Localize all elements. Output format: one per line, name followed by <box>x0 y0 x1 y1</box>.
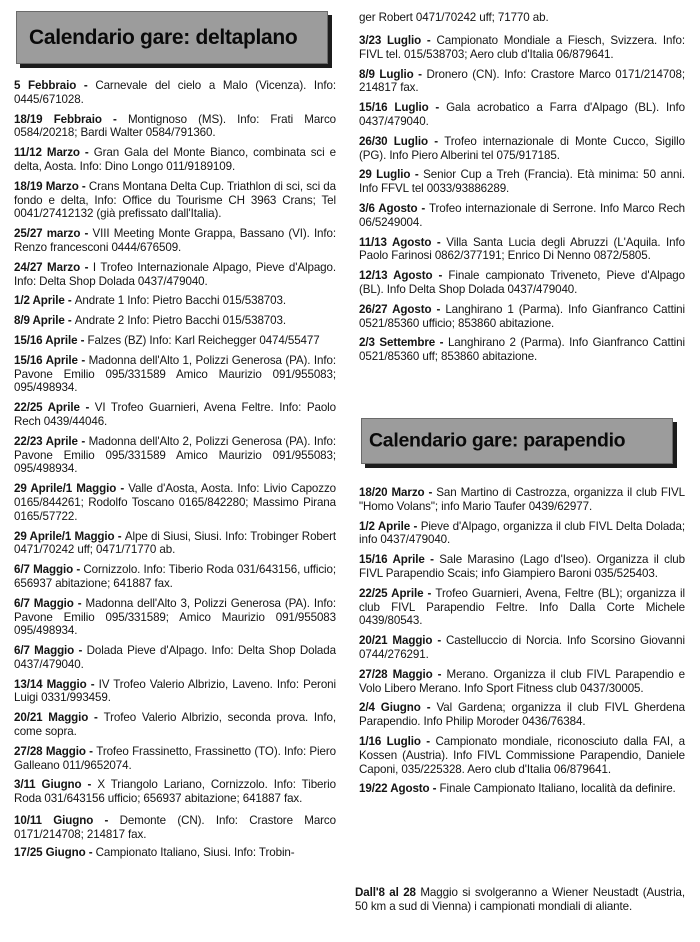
calendar-entry <box>14 745 336 773</box>
entry-text: Dronero (CN). Info: Crastore Marco 0171/214708; 214817 fax. <box>359 67 685 95</box>
entry-text: Sale Marasino (Lago d'Iseo). Organizza il club FIVL Parapendio Scais; info Giampiero Baroni 035/525403. <box>359 553 685 580</box>
calendar-entry <box>14 227 336 255</box>
entry-dash: - <box>420 734 436 748</box>
deltaplano-title: Calendario gare: deltaplano <box>29 25 298 49</box>
entry-date: 8/9 Aprile <box>14 314 65 328</box>
entry-text: Trofeo Guarnieri, Avena, Feltre (BL); organizza il club FIVL Parapendio Feltre. Info Dalla Corte Michele 0439/80543. <box>359 586 685 628</box>
calendar-entry <box>14 563 336 591</box>
entry-text: Trofeo Frassinetto, Frassinetto (TO). Info: Piero Galleano 011/9652074. <box>14 744 336 772</box>
entry-text: Andrate 1 Info: Pietro Bacchi 015/538703. <box>74 294 286 308</box>
entry-text: Finale campionato Triveneto, Pieve d'Alpago (BL). Info Delta Shop Dolada 0437/479040. <box>359 269 685 296</box>
calendar-entry <box>359 336 685 364</box>
calendar-entry <box>359 668 685 696</box>
entry-text: VIII Meeting Monte Grappa, Bassano (VI). Info: Renzo francesconi 0444/676509. <box>14 227 337 254</box>
entry-text: X Triangolo Lariano, Cornizzolo. Info: Tiberio Roda 031/643156 ufficio; 656937 abitazione; 641887 fax. <box>14 778 336 806</box>
entry-text: Langhirano 1 (Parma). Info Gianfranco Cattini 0521/85360 ufficio; 853860 abitazione. <box>359 302 685 330</box>
entry-dash: - <box>93 814 120 828</box>
calendar-entry <box>14 314 336 328</box>
entry-text: Carnevale del cielo a Malo (Vicenza). Info: 0445/671028. <box>14 79 336 106</box>
entry-dash: - <box>77 333 88 347</box>
entry-text: Finale Campionato Italiano, località da definire. <box>439 782 676 796</box>
calendar-entry <box>359 236 685 264</box>
entry-text: Montignoso (MS). Info: Frati Marco 0584/20218; Bardi Walter 0584/791360. <box>14 112 336 140</box>
parapendio-list <box>359 486 685 802</box>
entry-text: Madonna dell'Alto 1, Polizzi Generosa (PA). Info: Pavone Emilio 095/331589 Amico Maurizio 091/955083; 095/498934. <box>14 353 336 395</box>
entry-date: 1/2 Aprile <box>14 294 65 308</box>
entry-text: Castelluccio di Norcia. Info Scorsino Giovanni 0744/276291. <box>359 634 685 661</box>
entry-dash: - <box>420 701 437 715</box>
entry-date: 22/25 Aprile <box>359 586 424 600</box>
entry-date: 6/7 Maggio <box>14 644 75 658</box>
calendar-entry <box>14 597 336 638</box>
entry-dash: - <box>64 294 75 308</box>
entry-dash: - <box>79 146 94 160</box>
calendar-entry <box>14 79 336 107</box>
entry-date: 27/28 Maggio <box>359 667 433 681</box>
entry-date: 10/11 Giugno <box>14 814 94 828</box>
left-column <box>14 0 336 942</box>
entry-dash: - <box>85 845 96 859</box>
calendar-entry <box>14 334 336 348</box>
calendar-entry <box>14 778 336 806</box>
entry-text: San Martino di Castrozza, organizza il club FIVL "Homo Volans"; info Mario Taufer 0439/62977. <box>359 486 685 513</box>
calendar-entry <box>14 814 336 842</box>
entry-date: 18/19 Marzo <box>14 179 79 193</box>
entry-date: 2/4 Giugno <box>359 701 421 715</box>
entry-dash: - <box>432 634 447 648</box>
entry-date: 29 Aprile/1 Maggio <box>14 482 117 496</box>
entry-text: IV Trofeo Valerio Albrizio, Laveno. Info: Peroni Luigi 0331/993459. <box>14 677 336 705</box>
calendar-entry <box>359 735 685 776</box>
entry-date: 12/13 Agosto <box>359 269 433 283</box>
calendar-entry <box>359 520 685 548</box>
entry-date: 27/28 Maggio <box>14 744 86 758</box>
entry-text: Langhirano 2 (Parma). Info Gianfranco Cattini 0521/85360 uff; 853860 abitazione. <box>359 336 685 364</box>
entry-date: 15/16 Luglio <box>359 101 429 115</box>
entry-date: 3/11 Giugno <box>14 778 82 792</box>
entry-text: Madonna dell'Alto 3, Polizzi Generosa (PA). Info: Pavone Emilio 095/331589; Amico Maurizio 091/955083 095/498934. <box>14 596 336 638</box>
entry-date: 1/2 Aprile <box>359 519 411 533</box>
entry-text: Trofeo internazionale di Serrone. Info Marco Rech 06/5249004. <box>359 201 685 229</box>
calendar-entry <box>14 644 336 672</box>
entry-dash: - <box>410 519 421 533</box>
entry-date: 15/16 Aprile <box>14 333 78 347</box>
entry-dash: - <box>77 434 89 448</box>
deltaplano-list-right <box>359 34 685 370</box>
calendar-entry <box>359 701 685 729</box>
entry-date: 3/6 Agosto <box>359 201 418 215</box>
entry-dash: - <box>424 486 437 499</box>
calendar-entry <box>359 553 685 581</box>
entry-dash: - <box>432 667 447 681</box>
entry-date: 17/25 Giugno <box>14 845 86 859</box>
entry-dash: - <box>431 235 447 249</box>
calendar-entry <box>359 168 685 196</box>
entry-date: 26/30 Luglio <box>359 134 428 148</box>
entry-text: Campionato mondiale, riconosciuto dalla FAI, a Kossen (Austria). Info FIVL Commissione Parapendio, Daniele Caponi, 035/225328. Aero club d'Italia 06/879641. <box>359 734 685 776</box>
note-text: Maggio si svolgeranno a Wiener Neustadt (Austria, 50 km a sud di Vienna) i campionati mondiali di aliante. <box>355 886 686 913</box>
entry-date: 11/13 Agosto <box>359 235 432 249</box>
entry-dash: - <box>431 302 446 316</box>
note-date: Dall'8 al 28 <box>355 886 416 899</box>
entry-dash: - <box>427 134 445 148</box>
entry-dash: - <box>76 79 96 92</box>
calendar-entry <box>359 486 685 514</box>
entry-date: 26/27 Agosto <box>359 302 432 316</box>
entry-dash: - <box>80 260 93 274</box>
entry-text: Demonte (CN). Info: Crastore Marco 0171/214708; 214817 fax. <box>14 814 336 841</box>
entry-dash: - <box>79 401 95 415</box>
calendar-entry <box>359 135 685 163</box>
entry-date: 3/23 Luglio <box>359 34 422 47</box>
entry-dash: - <box>428 101 447 115</box>
entry-text: Val Gardena; organizza il club FIVL Gherdena Parapendio. Info Philip Moroder 0436/76384. <box>359 701 685 729</box>
entry-date: 29 Aprile/1 Maggio <box>14 529 115 543</box>
entry-dash: - <box>73 596 86 610</box>
entry-text: Campionato Mondiale a Fiesch, Svizzera. Info: FIVL tel. 015/538703; Aero club d'Italia 06/879641. <box>359 34 685 61</box>
calendar-entry <box>14 354 336 395</box>
calendar-entry <box>14 846 336 860</box>
entry-text: Trofeo Valerio Albrizio, seconda prova. Info, come sopra. <box>14 711 336 739</box>
entry-text: Crans Montana Delta Cup. Triathlon di sci, sci da fondo e delta, Info: Office du Tourisme CH 3963 Crans; Tel 0041/27412132 (già prefissato dall'Italia). <box>14 179 336 221</box>
entry-dash: - <box>114 529 125 543</box>
entry-date: 15/16 Aprile <box>14 353 78 367</box>
entry-date: 20/21 Maggio <box>14 711 89 725</box>
entry-date: 22/25 Aprile <box>14 401 80 415</box>
calendar-entry <box>359 634 685 662</box>
entry-date: 18/19 Febbraio <box>14 112 102 126</box>
calendar-entry <box>14 711 336 739</box>
entry-dash: - <box>85 744 97 758</box>
entry-date: 2/3 Settembre <box>359 336 436 350</box>
entry-text: Trofeo internazionale di Monte Cucco, Sigillo (PG). Info Piero Alberini tel 075/917185. <box>359 134 685 162</box>
entry-text: Merano. Organizza il club FIVL Parapendio e Volo Libero Merano. Info Sport Fitness club 0437/30005. <box>359 667 686 695</box>
calendar-entry <box>14 401 336 429</box>
entry-text: Gran Gala del Monte Bianco, combinata sci e delta, Aosta. Info: Dino Longo 011/9189109. <box>14 146 336 173</box>
entry-date: 8/9 Luglio <box>359 67 414 81</box>
parapendio-title: Calendario gare: parapendio <box>369 429 626 452</box>
entry-text: Pieve d'Alpago, organizza il club FIVL Delta Dolada; info 0437/479040. <box>359 519 685 547</box>
entry-dash: - <box>86 677 99 691</box>
entry-date: 15/16 Aprile <box>359 553 425 567</box>
entry-text: Cornizzolo. Info: Tiberio Roda 031/643156, ufficio; 656937 abitazione; 641887 fax. <box>14 563 336 590</box>
calendar-entry <box>14 261 336 289</box>
entry-dash: - <box>417 201 429 215</box>
continuation-text: ger Robert 0471/70242 uff; 71770 ab. <box>359 11 549 24</box>
entry-dash: - <box>101 112 128 126</box>
entry-date: 13/14 Maggio <box>14 677 87 691</box>
entry-date: 1/16 Luglio <box>359 734 421 748</box>
calendar-entry <box>14 435 336 476</box>
entry-date: 6/7 Maggio <box>14 563 74 577</box>
entry-date: 19/22 Agosto <box>359 782 430 796</box>
parapendio-header <box>361 418 673 464</box>
entry-dash: - <box>80 227 93 241</box>
entry-date: 24/27 Marzo <box>14 260 81 274</box>
aliante-note <box>355 886 685 914</box>
deltaplano-header <box>16 11 328 64</box>
entry-date: 22/23 Aprile <box>14 434 78 448</box>
entry-dash: - <box>74 644 87 658</box>
entry-text: Gala acrobatico a Farra d'Alpago (BL). Info 0437/479040. <box>359 101 685 128</box>
entry-text: Campionato Italiano, Siusi. Info: Trobin- <box>95 845 295 859</box>
entry-date: 6/7 Maggio <box>14 596 74 610</box>
entry-dash: - <box>78 179 89 193</box>
entry-dash: - <box>413 67 427 81</box>
calendar-entry <box>14 530 336 558</box>
entry-text: I Trofeo Internazionale Alpago, Pieve d'Alpago. Info: Delta Shop Dolada 0437/479040. <box>14 260 336 288</box>
entry-text: Andrate 2 Info: Pietro Bacchi 015/538703. <box>74 314 286 328</box>
entry-text: VI Trofeo Guarnieri, Avena Feltre. Info: Paolo Rech 0439/44046. <box>14 401 336 428</box>
calendar-entry <box>359 587 685 628</box>
entry-dash: - <box>81 778 98 792</box>
entry-text: Falzes (BZ) Info: Karl Reichegger 0474/55477 <box>87 333 320 347</box>
calendar-entry <box>359 202 685 230</box>
entry-date: 25/27 marzo <box>14 227 81 241</box>
calendar-entry <box>359 101 685 129</box>
entry-date: 18/20 Marzo <box>359 486 425 499</box>
calendar-entry <box>14 180 336 221</box>
entry-dash: - <box>88 711 104 725</box>
entry-dash: - <box>435 336 448 350</box>
calendar-entry <box>359 68 685 96</box>
deltaplano-list-left <box>14 79 336 865</box>
entry-dash: - <box>73 563 84 577</box>
entry-dash: - <box>410 168 424 182</box>
calendar-entry <box>14 294 336 308</box>
entry-dash: - <box>77 353 89 367</box>
entry-dash: - <box>432 269 449 283</box>
calendar-entry <box>14 482 336 523</box>
entry-text: Alpe di Siusi, Siusi. Info: Trobinger Robert 0471/70242 uff; 0471/71770 ab. <box>14 529 336 557</box>
calendar-entry <box>359 34 685 62</box>
calendar-entry <box>359 303 685 331</box>
calendar-entry <box>359 782 685 796</box>
calendar-entry <box>359 269 685 297</box>
entry-date: 29 Luglio <box>359 168 411 182</box>
entry-text: Senior Cup a Treh (Francia). Età minima: 50 anni. Info FFVL tel 0033/93886289. <box>359 168 685 196</box>
entry-dash: - <box>116 482 129 496</box>
calendar-entry <box>14 113 336 141</box>
entry-text: Madonna dell'Alto 2, Polizzi Generosa (PA). Info: Pavone Emilio 095/331589 Amico Maurizio 091/955083; 095/498934. <box>14 434 336 476</box>
calendar-entry <box>14 146 336 174</box>
entry-dash: - <box>421 34 437 47</box>
calendar-entry <box>14 678 336 706</box>
entry-date: 11/12 Marzo <box>14 146 80 160</box>
entry-text: Dolada Pieve d'Alpago. Info: Delta Shop Dolada 0437/479040. <box>14 644 336 671</box>
entry-text: Villa Santa Lucia degli Abruzzi (L'Aquila. Info Paolo Farinosi 0862/377191; Enrico Di Nenno 0872/5805. <box>359 235 685 263</box>
entry-dash: - <box>64 314 75 328</box>
entry-dash: - <box>424 553 440 567</box>
right-column <box>355 0 686 942</box>
entry-dash: - <box>423 586 436 600</box>
entry-dash: - <box>429 782 440 796</box>
entry-date: 5 Febbraio <box>14 79 77 92</box>
entry-text: Valle d'Aosta, Aosta. Info: Livio Capozzo 0165/844261; Rodolfo Toscano 0165/842280; Massimo Pirana 0165/57722. <box>14 482 337 523</box>
entry-date: 20/21 Maggio <box>359 634 433 648</box>
